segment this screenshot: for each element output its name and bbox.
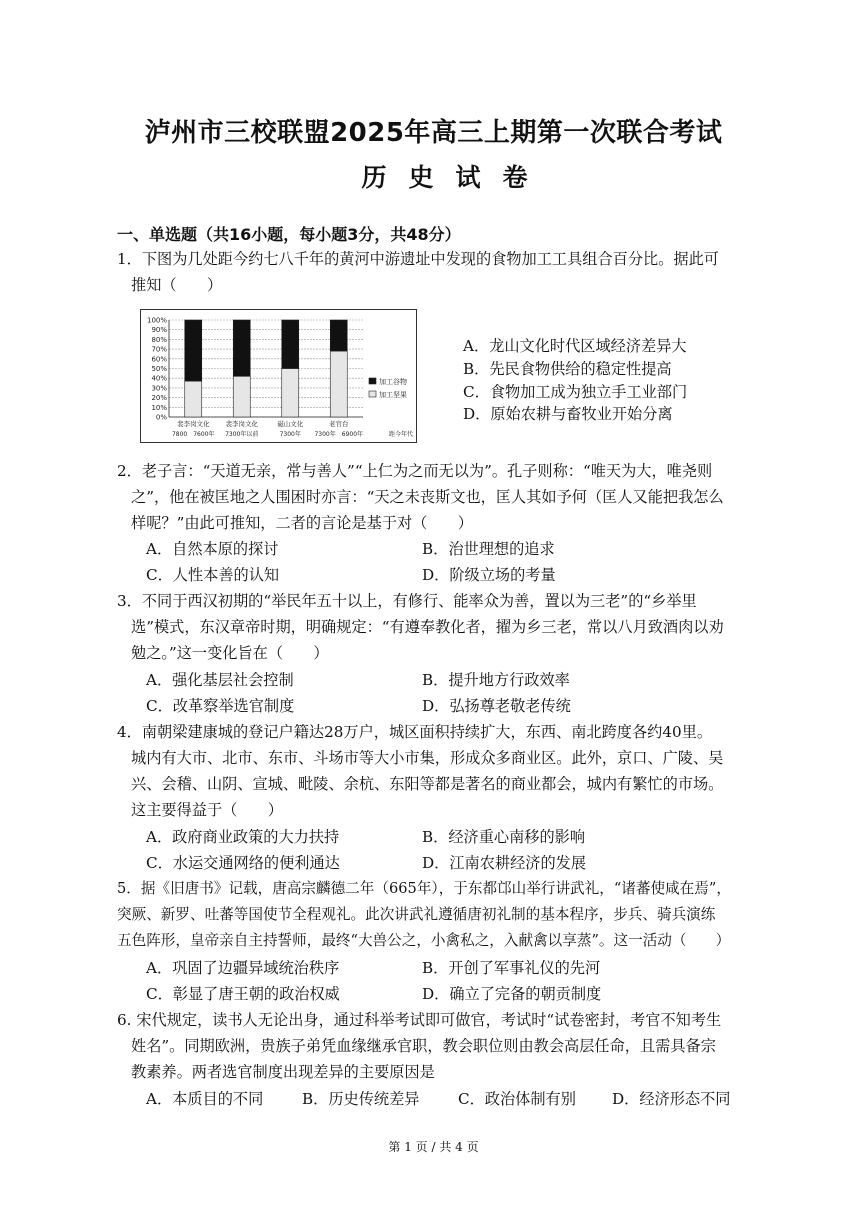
x-tick-label: 老官台: [329, 420, 349, 428]
question-line: 这主要得益于（ ）: [131, 801, 283, 819]
exam-title: 泸州市三校联盟2025年高三上期第一次联合考试: [144, 118, 723, 148]
y-tick-label: 10%: [151, 403, 167, 412]
option-d[interactable]: D．原始农耕与畜牧业开始分离: [463, 405, 673, 423]
bar-segment: [233, 320, 250, 376]
y-tick-label: 60%: [151, 355, 167, 364]
legend-label: 加工谷物: [379, 378, 407, 386]
question-line: 2．老子言：“天道无亲，常与善人”“上仁为之而无以为”。孔子则称：“唯天为大，唯尧则: [117, 462, 713, 480]
option-c[interactable]: C．改革察举选官制度: [146, 697, 295, 715]
legend-swatch: [369, 378, 376, 384]
y-tick-label: 40%: [151, 374, 167, 383]
exam-subtitle: 历史试卷: [361, 163, 550, 192]
question-line: 姓名”。同期欧洲，贵族子弟凭血缘继承官职，教会职位则由教会高层任命，且需具备宗: [131, 1037, 716, 1055]
question-line: 兴、会稽、山阴、宣城、毗陵、余杭、东阳等都是著名的商业都会，城内有繁忙的市场。: [131, 775, 724, 793]
x-date-label: 7300年 6900年: [314, 431, 364, 438]
section-heading: 一、单选题（共16小题，每小题3分，共48分）: [117, 225, 461, 244]
question-line: 6. 宋代规定，读书人无论出身，通过科举考试即可做官，考试时“试卷密封，考官不知考生: [117, 1011, 722, 1029]
question-line: 突厥、新罗、吐蕃等国使节全程观礼。此次讲武礼遵循唐初礼制的基本程序，步兵、骑兵演练: [117, 906, 716, 923]
option-c[interactable]: C．政治体制有别: [458, 1090, 576, 1108]
question-line: 3．不同于西汉初期的“举民年五十以上，有修行、能率众为善，置以为三老”的“乡举里: [117, 592, 697, 610]
option-a[interactable]: A．政府商业政策的大力扶持: [146, 828, 340, 846]
option-a[interactable]: A．龙山文化时代区域经济差异大: [463, 337, 687, 355]
legend-label: 加工坚果: [379, 391, 407, 399]
option-d[interactable]: D．江南农耕经济的发展: [422, 854, 587, 872]
option-d[interactable]: D．经济形态不同: [612, 1090, 731, 1108]
bar-segment: [185, 320, 202, 381]
option-d[interactable]: D．阶级立场的考量: [422, 566, 556, 584]
option-a[interactable]: A．本质目的不同: [146, 1090, 264, 1108]
option-b[interactable]: B．开创了军事礼仪的先河: [422, 959, 601, 977]
y-tick-label: 80%: [151, 335, 167, 344]
option-d[interactable]: D．确立了完备的朝贡制度: [422, 985, 602, 1003]
question-line: 选”模式，东汉章帝时期，明确规定：“有遵奉教化者，擢为乡三老，常以八月致酒肉以劝: [131, 618, 724, 636]
question-line: 五色阵形，皇帝亲自主持誓师，最终“大兽公之，小禽私之，入献禽以享蒸”。这一活动（ ）: [117, 932, 731, 949]
option-c[interactable]: C．人性本善的认知: [146, 566, 280, 584]
y-tick-label: 90%: [151, 326, 167, 335]
option-c[interactable]: C．水运交通网络的便利通达: [146, 854, 340, 872]
option-c[interactable]: C．彰显了唐王朝的政治权威: [146, 985, 340, 1003]
option-a[interactable]: A．强化基层社会控制: [146, 671, 294, 689]
bar-segment: [330, 351, 347, 417]
legend-swatch: [369, 391, 376, 397]
bar-segment: [282, 369, 299, 418]
option-b[interactable]: B．提升地方行政效率: [422, 671, 570, 689]
option-b[interactable]: B．历史传统差异: [302, 1090, 420, 1108]
option-a[interactable]: A．自然本原的探讨: [146, 540, 279, 558]
option-c[interactable]: C．食物加工成为独立手工业部门: [463, 383, 688, 401]
question-line: 教素养。两者选官制度出现差异的主要原因是: [131, 1063, 435, 1081]
x-date-label: 7300年: [279, 431, 301, 438]
option-b[interactable]: B．先民食物供给的稳定性提高: [463, 360, 672, 378]
tool-percentage-chart: [140, 309, 417, 443]
option-d[interactable]: D．弘扬尊老敬老传统: [422, 697, 571, 715]
bar-segment: [233, 376, 250, 417]
bar-segment: [185, 381, 202, 417]
question-line: 4．南朝梁建康城的登记户籍达28万户，城区面积持续扩大，东西、南北跨度各约40里。: [117, 723, 713, 741]
chart-svg: [141, 310, 416, 442]
page-footer: 第 1 页 / 共 4 页: [388, 1140, 479, 1154]
option-b[interactable]: B．经济重心南移的影响: [422, 828, 586, 846]
question-line: 样呢？”由此可推知，二者的言论是基于对（ ）: [131, 514, 473, 532]
x-tick-label: 裴李岗文化: [177, 420, 210, 428]
y-tick-label: 70%: [151, 345, 167, 354]
bar-segment: [282, 320, 299, 369]
bar-segment: [330, 320, 347, 351]
question-line: 1．下图为几处距今约七八千年的黄河中游遗址中发现的食物加工工具组合百分比。据此可: [117, 250, 719, 268]
question-line: 勉之。”这一变化旨在（ ）: [131, 644, 329, 662]
option-a[interactable]: A．巩固了边疆异域统治秩序: [146, 959, 340, 977]
y-tick-label: 20%: [151, 394, 167, 403]
option-b[interactable]: B．治世理想的追求: [422, 540, 555, 558]
question-line: 城内有大市、北市、东市、斗场市等大小市集，形成众多商业区。此外，京口、广陵、吴: [131, 749, 724, 767]
x-axis-suffix: 距今年代: [388, 431, 414, 438]
question-line: 之”，他在被匡地之人围困时亦言：“天之未丧斯文也，匡人其如予何（匡人又能把我怎么: [131, 488, 724, 506]
x-date-label: 7800 7600年: [171, 431, 215, 438]
y-tick-label: 50%: [151, 365, 167, 373]
y-tick-label: 30%: [151, 384, 167, 393]
question-line: 推知（ ）: [131, 276, 223, 294]
x-tick-label: 裴李岗文化: [225, 420, 258, 428]
x-tick-label: 磁山文化: [277, 420, 304, 428]
x-date-label: 7300年以前: [225, 431, 259, 438]
y-tick-label: 100%: [146, 316, 167, 325]
y-tick-label: 0%: [155, 413, 167, 422]
question-line: 5．据《旧唐书》记载，唐高宗麟德二年（665年），于东都邙山举行讲武礼，“诸蕃使咸在焉”，: [117, 880, 731, 897]
